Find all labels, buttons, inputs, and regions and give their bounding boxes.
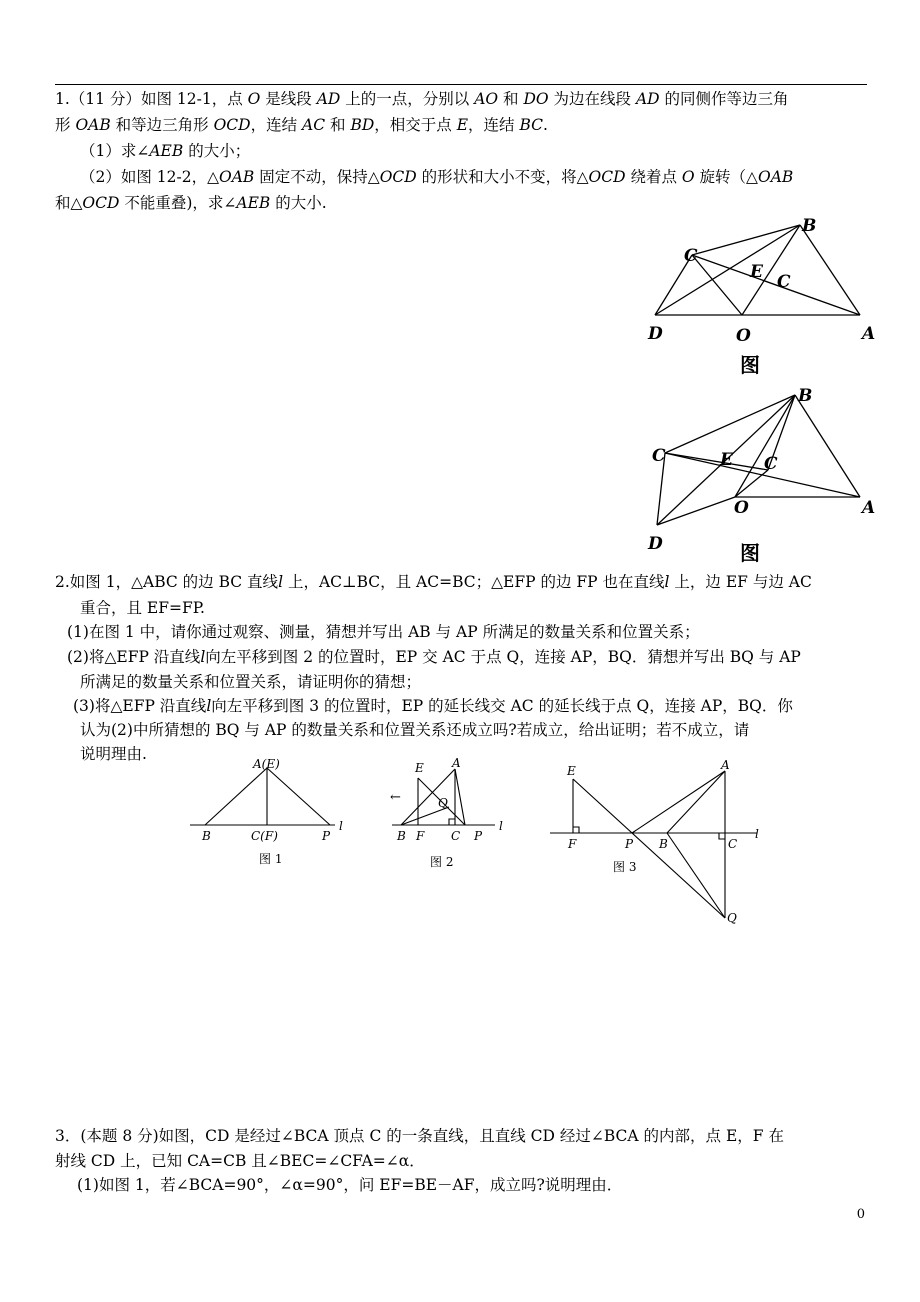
p2f2-label-B: B (397, 829, 406, 843)
p2f2-label-C: C (451, 829, 461, 843)
p2f3-label-P: P (625, 837, 634, 851)
p2f2-label-l: l (499, 819, 503, 833)
problem2-question3-line3: 说明理由. (80, 745, 147, 763)
problem2-line1: 2.如图 1，△ABC 的边 BC 直线l 上，AC⊥BC，且 AC=BC；△EFP 的边 FP 也在直线l 上，边 EF 与边 AC (55, 573, 812, 591)
p2f1-caption: 图 1 (259, 852, 283, 866)
problem3-question1: (1)如图 1，若∠BCA=90°，∠α=90°，问 EF=BE－AF，成立吗?说明理由． (77, 1176, 623, 1194)
problem2-question2-line2: 所满足的数量关系和位置关系，请证明你的猜想； (80, 673, 422, 691)
problem2-question3-line1: (3)将△EFP 沿直线l向左平移到图 3 的位置时，EP 的延长线交 AC 的延长线于点 Q，连接 AP，BQ．你 (73, 697, 793, 715)
fig1-label-E: E (750, 262, 763, 282)
problem1-line2: 形 OAB 和等边三角形 OCD，连结 AC 和 BD，相交于点 E，连结 BC. (55, 116, 548, 134)
fig1-label-B: B (802, 216, 817, 236)
problem1-figure2 (640, 385, 880, 565)
fig2-label-O: O (734, 498, 749, 518)
p2f1-label-l: l (339, 819, 343, 833)
fig1-label-A: A (862, 324, 876, 344)
page-number: 0 (856, 1207, 865, 1222)
fig1-label-C: C (777, 272, 791, 292)
p2f3-label-l: l (755, 827, 759, 841)
p2f1-label-A: A(E) (253, 757, 280, 771)
p2f3-label-Q: Q (727, 911, 737, 925)
p2f2-label-Q: Q (438, 796, 448, 810)
problem2-figure3 (545, 756, 780, 936)
p2f2-label-E: E (415, 761, 424, 775)
fig1-label-O: O (736, 326, 751, 346)
fig1-label-D: D (648, 324, 663, 344)
p2f2-label-A: A (452, 756, 461, 770)
fig1-label-C2: C (684, 246, 698, 266)
top-rule (55, 84, 867, 85)
p2f2-arrow: ← (390, 790, 401, 805)
problem2-question2-line1: (2)将△EFP 沿直线l向左平移到图 2 的位置时，EP 交 AC 于点 Q，连接 AP，BQ．猜想并写出 BQ 与 AP (67, 648, 801, 666)
fig2-label-E: E (720, 450, 733, 470)
fig2-label-C: C (764, 454, 778, 474)
p2f3-label-A: A (721, 758, 730, 772)
p2f1-label-P: P (322, 829, 331, 843)
p2f3-label-E: E (567, 764, 576, 778)
p2f2-caption: 图 2 (430, 855, 454, 869)
p2f1-label-C: C(F) (251, 829, 278, 843)
problem2-figure2 (385, 756, 510, 876)
problem2-question1: (1)在图 1 中，请你通过观察、测量，猜想并写出 AB 与 AP 所满足的数量关系和位置关系； (67, 623, 700, 641)
problem1-line1: 1.（11 分）如图 12-1，点 O 是线段 AD 上的一点，分别以 AO 和 DO 为边在线段 AD 的同侧作等边三角 (55, 90, 789, 108)
problem3-line1: 3．(本题 8 分)如图，CD 是经过∠BCA 顶点 C 的一条直线，且直线 CD 经过∠BCA 的内部，点 E，F 在 (55, 1127, 784, 1145)
fig2-label-A: A (862, 498, 876, 518)
problem1-question2-line1: （2）如图 12-2，△OAB 固定不动，保持△OCD 的形状和大小不变，将△OCD 绕着点 O 旋转（△OAB (80, 168, 794, 186)
problem1-question2-line2: 和△OCD 不能重叠)，求∠AEB 的大小. (55, 194, 327, 212)
p2f1-label-B: B (202, 829, 211, 843)
problem2-question3-line2: 认为(2)中所猜想的 BQ 与 AP 的数量关系和位置关系还成立吗?若成立，给出证明；若不成立，请 (80, 721, 750, 739)
problem1-figure1 (640, 215, 880, 375)
p2f3-caption: 图 3 (613, 860, 637, 874)
fig2-caption: 图 (740, 541, 760, 565)
problem2-figure1 (185, 756, 355, 876)
p2f2-label-F: F (416, 829, 425, 843)
fig1-caption: 图 (740, 353, 760, 375)
p2f3-label-F: F (568, 837, 577, 851)
problem1-question1: （1）求∠AEB 的大小； (80, 142, 251, 160)
p2f3-label-C: C (728, 837, 738, 851)
problem3-line2: 射线 CD 上，已知 CA=CB 且∠BEC=∠CFA=∠α． (55, 1152, 425, 1170)
problem2-line2: 重合，且 EF=FP. (80, 599, 205, 617)
p2f3-label-B: B (659, 837, 668, 851)
fig2-label-D: D (648, 534, 663, 554)
p2f2-label-P: P (474, 829, 483, 843)
fig2-label-C2: C (652, 446, 666, 466)
fig2-label-B: B (798, 386, 813, 406)
